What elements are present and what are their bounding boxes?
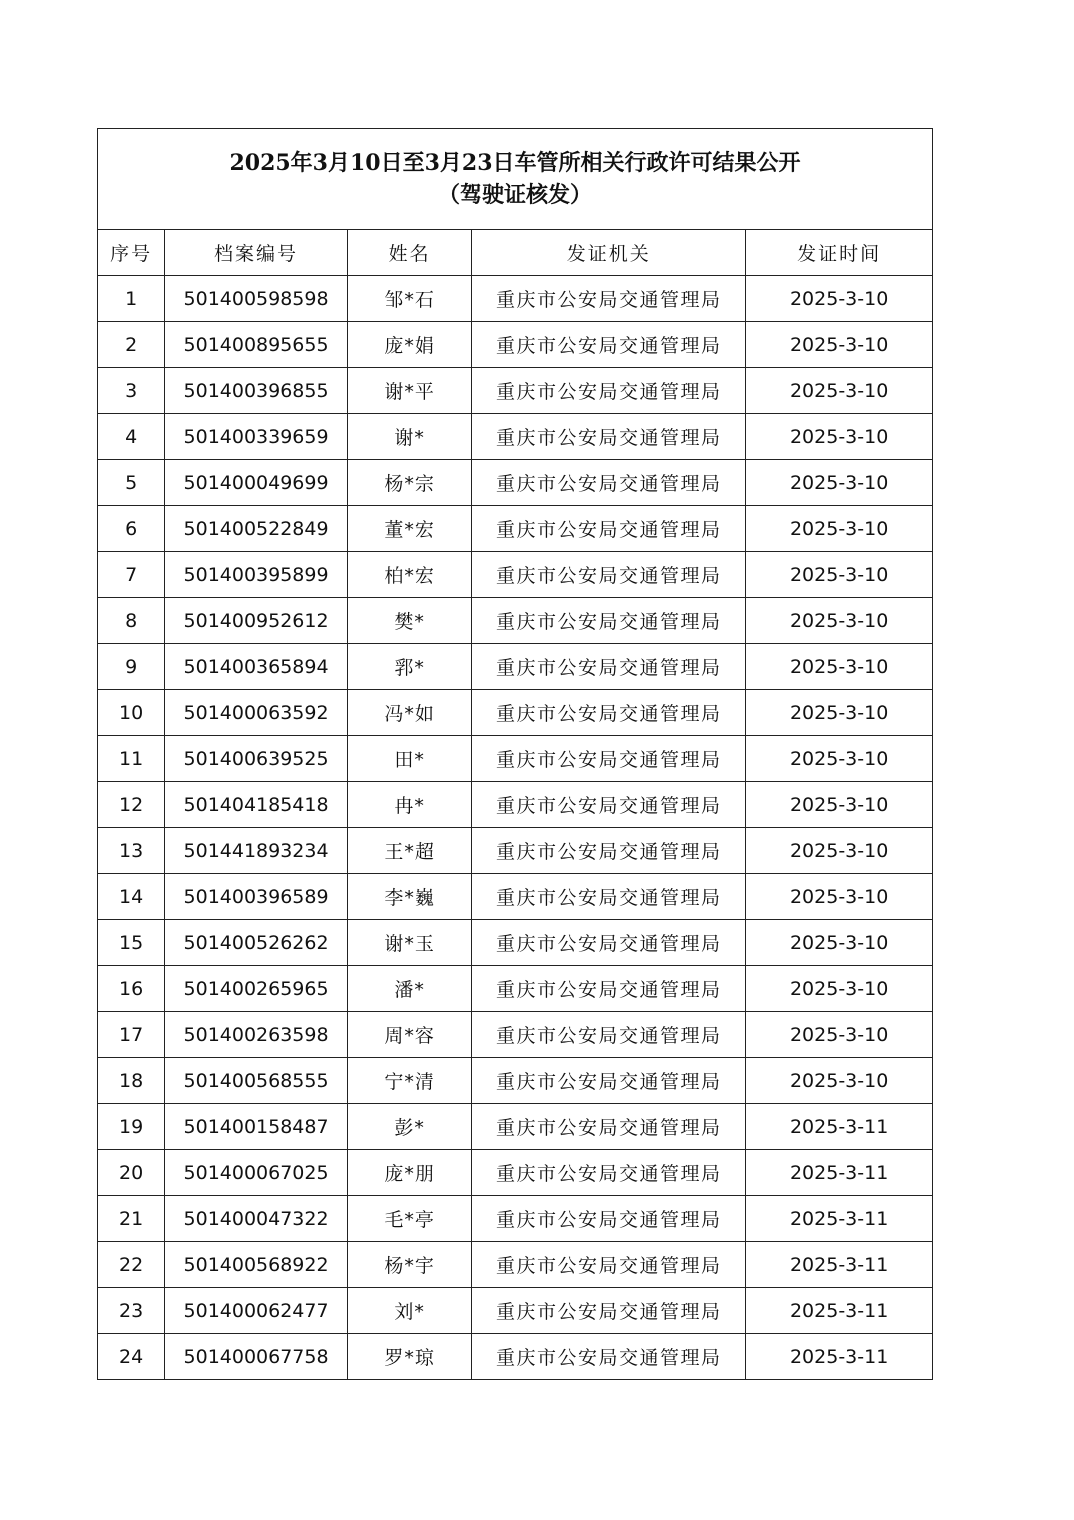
issuing-authority: 重庆市公安局交通管理局 xyxy=(472,322,746,368)
issue-date: 2025-3-10 xyxy=(746,920,933,966)
person-name: 邹*石 xyxy=(347,276,471,322)
header-file-number: 档案编号 xyxy=(165,230,348,276)
table-row xyxy=(98,1058,933,1104)
row-number: 11 xyxy=(98,736,165,782)
header-no: 序号 xyxy=(98,230,165,276)
issuing-authority: 重庆市公安局交通管理局 xyxy=(472,920,746,966)
file-number: 501400047322 xyxy=(165,1196,348,1242)
table-row xyxy=(98,368,933,414)
issue-date: 2025-3-10 xyxy=(746,368,933,414)
issue-date: 2025-3-11 xyxy=(746,1334,933,1380)
person-name: 樊* xyxy=(347,598,471,644)
row-number: 4 xyxy=(98,414,165,460)
row-number: 13 xyxy=(98,828,165,874)
row-number: 2 xyxy=(98,322,165,368)
person-name: 彭* xyxy=(347,1104,471,1150)
table-row xyxy=(98,736,933,782)
issue-date: 2025-3-11 xyxy=(746,1150,933,1196)
issue-date: 2025-3-10 xyxy=(746,322,933,368)
person-name: 罗*琼 xyxy=(347,1334,471,1380)
row-number: 20 xyxy=(98,1150,165,1196)
header-issue-date: 发证时间 xyxy=(746,230,933,276)
row-number: 14 xyxy=(98,874,165,920)
row-number: 1 xyxy=(98,276,165,322)
header-row xyxy=(98,230,933,276)
issuing-authority: 重庆市公安局交通管理局 xyxy=(472,1150,746,1196)
person-name: 刘* xyxy=(347,1288,471,1334)
issue-date: 2025-3-10 xyxy=(746,598,933,644)
header-issuing-authority: 发证机关 xyxy=(472,230,746,276)
table-row xyxy=(98,828,933,874)
file-number: 501400396589 xyxy=(165,874,348,920)
table-row xyxy=(98,874,933,920)
table-row xyxy=(98,414,933,460)
person-name: 杨*宗 xyxy=(347,460,471,506)
issuing-authority: 重庆市公安局交通管理局 xyxy=(472,1104,746,1150)
table-row xyxy=(98,1150,933,1196)
file-number: 501400396855 xyxy=(165,368,348,414)
issuing-authority: 重庆市公安局交通管理局 xyxy=(472,1334,746,1380)
person-name: 谢*平 xyxy=(347,368,471,414)
issuing-authority: 重庆市公安局交通管理局 xyxy=(472,552,746,598)
issuing-authority: 重庆市公安局交通管理局 xyxy=(472,1012,746,1058)
person-name: 庞*朋 xyxy=(347,1150,471,1196)
row-number: 21 xyxy=(98,1196,165,1242)
issue-date: 2025-3-11 xyxy=(746,1104,933,1150)
issue-date: 2025-3-10 xyxy=(746,414,933,460)
issuing-authority: 重庆市公安局交通管理局 xyxy=(472,506,746,552)
table-row xyxy=(98,1196,933,1242)
table-row xyxy=(98,552,933,598)
issuing-authority: 重庆市公安局交通管理局 xyxy=(472,782,746,828)
table-row xyxy=(98,1012,933,1058)
issue-date: 2025-3-10 xyxy=(746,782,933,828)
issuing-authority: 重庆市公安局交通管理局 xyxy=(472,828,746,874)
file-number: 501400339659 xyxy=(165,414,348,460)
table-row xyxy=(98,690,933,736)
table-row xyxy=(98,322,933,368)
person-name: 宁*清 xyxy=(347,1058,471,1104)
issuing-authority: 重庆市公安局交通管理局 xyxy=(472,1058,746,1104)
issue-date: 2025-3-10 xyxy=(746,276,933,322)
person-name: 谢* xyxy=(347,414,471,460)
row-number: 16 xyxy=(98,966,165,1012)
file-number: 501400049699 xyxy=(165,460,348,506)
file-number: 501400063592 xyxy=(165,690,348,736)
table-body xyxy=(98,276,933,1380)
row-number: 7 xyxy=(98,552,165,598)
table-row xyxy=(98,506,933,552)
row-number: 23 xyxy=(98,1288,165,1334)
file-number: 501400365894 xyxy=(165,644,348,690)
file-number: 501400263598 xyxy=(165,1012,348,1058)
license-table xyxy=(97,128,933,1380)
row-number: 24 xyxy=(98,1334,165,1380)
row-number: 3 xyxy=(98,368,165,414)
row-number: 5 xyxy=(98,460,165,506)
person-name: 杨*宇 xyxy=(347,1242,471,1288)
person-name: 郛* xyxy=(347,644,471,690)
file-number: 501400522849 xyxy=(165,506,348,552)
file-number: 501400526262 xyxy=(165,920,348,966)
issue-date: 2025-3-10 xyxy=(746,552,933,598)
issue-date: 2025-3-11 xyxy=(746,1196,933,1242)
issuing-authority: 重庆市公安局交通管理局 xyxy=(472,1196,746,1242)
issue-date: 2025-3-10 xyxy=(746,966,933,1012)
person-name: 董*宏 xyxy=(347,506,471,552)
table-row xyxy=(98,1104,933,1150)
issuing-authority: 重庆市公安局交通管理局 xyxy=(472,644,746,690)
row-number: 22 xyxy=(98,1242,165,1288)
person-name: 李*巍 xyxy=(347,874,471,920)
issuing-authority: 重庆市公安局交通管理局 xyxy=(472,368,746,414)
person-name: 周*容 xyxy=(347,1012,471,1058)
file-number: 501400158487 xyxy=(165,1104,348,1150)
file-number: 501400568555 xyxy=(165,1058,348,1104)
person-name: 潘* xyxy=(347,966,471,1012)
file-number: 501404185418 xyxy=(165,782,348,828)
header-name: 姓名 xyxy=(347,230,471,276)
issuing-authority: 重庆市公安局交通管理局 xyxy=(472,598,746,644)
file-number: 501400598598 xyxy=(165,276,348,322)
file-number: 501400067025 xyxy=(165,1150,348,1196)
table-row xyxy=(98,1242,933,1288)
table-row xyxy=(98,276,933,322)
person-name: 冉* xyxy=(347,782,471,828)
issue-date: 2025-3-10 xyxy=(746,460,933,506)
issuing-authority: 重庆市公安局交通管理局 xyxy=(472,874,746,920)
table-row xyxy=(98,782,933,828)
row-number: 8 xyxy=(98,598,165,644)
row-number: 19 xyxy=(98,1104,165,1150)
person-name: 柏*宏 xyxy=(347,552,471,598)
file-number: 501400062477 xyxy=(165,1288,348,1334)
row-number: 17 xyxy=(98,1012,165,1058)
person-name: 王*超 xyxy=(347,828,471,874)
issuing-authority: 重庆市公安局交通管理局 xyxy=(472,966,746,1012)
person-name: 庞*娟 xyxy=(347,322,471,368)
file-number: 501400067758 xyxy=(165,1334,348,1380)
file-number: 501441893234 xyxy=(165,828,348,874)
table-row xyxy=(98,598,933,644)
table-row xyxy=(98,460,933,506)
table-title xyxy=(98,129,933,230)
person-name: 冯*如 xyxy=(347,690,471,736)
title-line-1: 2025年3月10日至3月23日车管所相关行政许可结果公开 xyxy=(229,150,801,176)
file-number: 501400639525 xyxy=(165,736,348,782)
file-number: 501400395899 xyxy=(165,552,348,598)
person-name: 谢*玉 xyxy=(347,920,471,966)
issue-date: 2025-3-10 xyxy=(746,828,933,874)
issue-date: 2025-3-10 xyxy=(746,506,933,552)
table-row xyxy=(98,966,933,1012)
issue-date: 2025-3-11 xyxy=(746,1288,933,1334)
file-number: 501400952612 xyxy=(165,598,348,644)
issue-date: 2025-3-10 xyxy=(746,1058,933,1104)
table-row xyxy=(98,920,933,966)
person-name: 田* xyxy=(347,736,471,782)
row-number: 9 xyxy=(98,644,165,690)
issuing-authority: 重庆市公安局交通管理局 xyxy=(472,736,746,782)
issuing-authority: 重庆市公安局交通管理局 xyxy=(472,460,746,506)
issue-date: 2025-3-10 xyxy=(746,874,933,920)
person-name: 毛*亭 xyxy=(347,1196,471,1242)
table-row xyxy=(98,1288,933,1334)
row-number: 15 xyxy=(98,920,165,966)
issue-date: 2025-3-10 xyxy=(746,690,933,736)
file-number: 501400895655 xyxy=(165,322,348,368)
row-number: 18 xyxy=(98,1058,165,1104)
table-row xyxy=(98,644,933,690)
row-number: 10 xyxy=(98,690,165,736)
file-number: 501400265965 xyxy=(165,966,348,1012)
row-number: 12 xyxy=(98,782,165,828)
file-number: 501400568922 xyxy=(165,1242,348,1288)
issuing-authority: 重庆市公安局交通管理局 xyxy=(472,1242,746,1288)
issue-date: 2025-3-10 xyxy=(746,644,933,690)
issuing-authority: 重庆市公安局交通管理局 xyxy=(472,690,746,736)
title-line-2: （驾驶证核发） xyxy=(437,182,592,208)
issue-date: 2025-3-11 xyxy=(746,1242,933,1288)
issuing-authority: 重庆市公安局交通管理局 xyxy=(472,276,746,322)
issuing-authority: 重庆市公安局交通管理局 xyxy=(472,1288,746,1334)
issue-date: 2025-3-10 xyxy=(746,736,933,782)
issue-date: 2025-3-10 xyxy=(746,1012,933,1058)
issuing-authority: 重庆市公安局交通管理局 xyxy=(472,414,746,460)
table-row xyxy=(98,1334,933,1380)
document-sheet xyxy=(97,128,933,1380)
row-number: 6 xyxy=(98,506,165,552)
